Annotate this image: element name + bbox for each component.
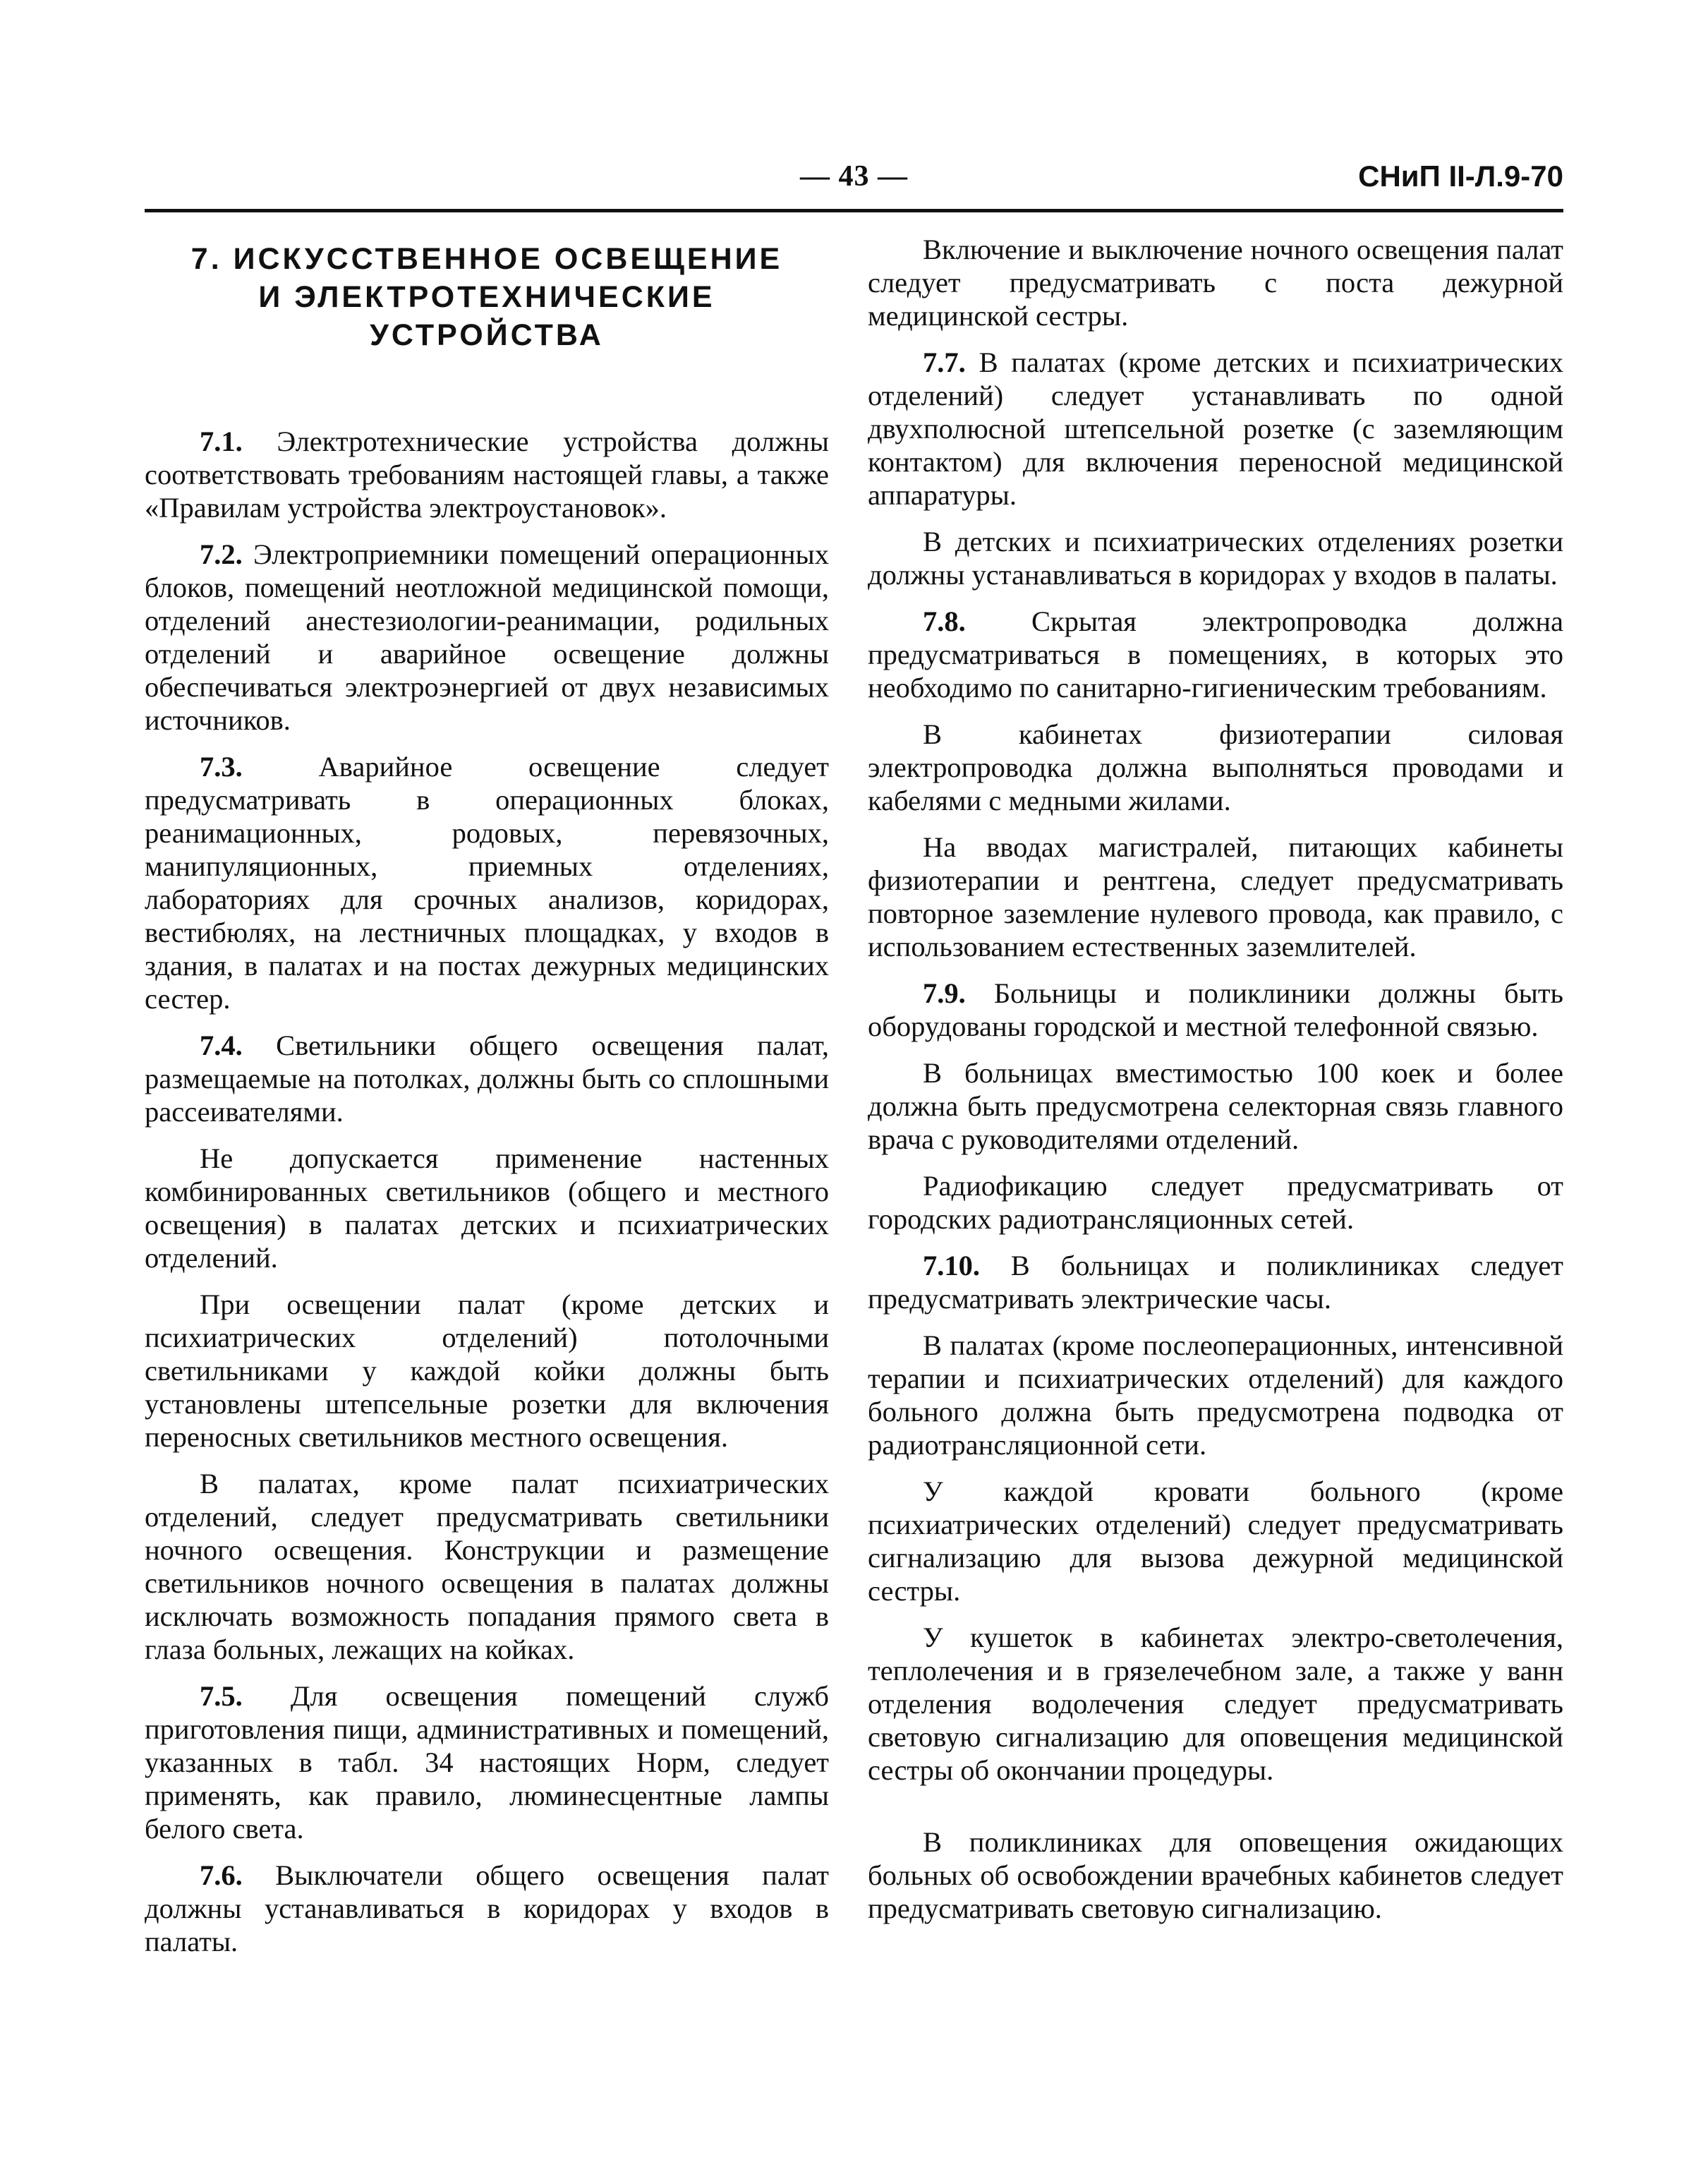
clause-text: Для освещения помещений служб приготовления пищи, административных и помещений, указанных в табл. 34 настоящих Норм, следует применять, как правило, люминесцентные лампы белого света. (145, 1680, 829, 1845)
paragraph: В кабинетах физиотерапии силовая электропроводка должна выполняться проводами и кабелями с медными жилами. (868, 718, 1563, 816)
section-title-line: УСТРОЙСТВА (370, 318, 604, 352)
clause-7-10 (868, 1249, 1563, 1315)
paragraph: На вводах магистралей, питающих кабинеты физиотерапии и рентгена, следует предусматривать повторное заземление нулевого провода, как правило, с использованием естественных заземлителей. (868, 831, 1563, 962)
section-title-line: 7. ИСКУССТВЕННОЕ ОСВЕЩЕНИЕ (190, 242, 783, 276)
paragraph: В детских и психиатрических отделениях розетки должны устанавливаться в коридорах у входов в палаты. (868, 526, 1563, 591)
clause-number: 7.9. (923, 977, 966, 1009)
clause-7-1 (145, 425, 829, 524)
clause-number: 7.4. (200, 1030, 243, 1061)
clause-text: Светильники общего освещения палат, размещаемые на потолках, должны быть со сплошными рассеивателями. (145, 1030, 830, 1128)
clause-text: Больницы и поликлиники должны быть оборудованы городской и местной телефонной связью. (868, 977, 1563, 1042)
section-title-line: И ЭЛЕКТРОТЕХНИЧЕСКИЕ (258, 280, 715, 314)
clause-text: В палатах (кроме детских и психиатрических отделений) следует устанавливать по одной двухполюсной штепсельной розетке (с заземляющим контактом) для включения переносной медицинской аппаратуры. (868, 346, 1563, 511)
clause-number: 7.5. (200, 1680, 243, 1712)
clause-number: 7.2. (200, 538, 243, 570)
clause-number: 7.6. (200, 1859, 243, 1891)
right-column (868, 233, 1563, 1938)
clause-text: Электротехнические устройства должны соответствовать требованиям настоящей главы, а также «Правилам устройства электроустановок». (145, 425, 829, 524)
document-code: СНиП II-Л.9-70 (1358, 159, 1563, 193)
clause-number: 7.7. (923, 346, 966, 378)
paragraph: У каждой кровати больного (кроме психиатрических отделений) следует предусматривать сигнализацию для вызова дежурной медицинской сестры. (868, 1475, 1563, 1607)
paragraph: В палатах, кроме палат психиатрических отделений, следует предусматривать светильники ночного освещения. Конструкции и размещение светильников ночного освещения в палатах должны исключать возможность попадания прямого света в глаза больных, лежащих на койках. (145, 1468, 829, 1665)
page-number: — 43 — (800, 160, 908, 193)
left-column (145, 233, 829, 1972)
clause-7-2 (145, 538, 829, 737)
section-title (145, 240, 829, 354)
paragraph: В поликлиниках для оповещения ожидающих больных об освобождении врачебных кабинетов следует предусматривать световую сигнализацию. (868, 1826, 1563, 1924)
header-rule (145, 209, 1563, 212)
clause-7-9 (868, 977, 1563, 1043)
clause-7-4 (145, 1029, 829, 1128)
clause-text: Скрытая электропроводка должна предусматриваться в помещениях, в которых это необходимо по санитарно-гигиеническим требованиям. (868, 605, 1563, 704)
paragraph: Не допускается применение настенных комбинированных светильников (общего и местного освещения) в палатах детских и психиатрических отделений. (145, 1142, 829, 1274)
paragraph: В палатах (кроме послеоперационных, интенсивной терапии и психиатрических отделений) для каждого больного должна быть предусмотрена подводка от радиотрансляционной сети. (868, 1329, 1563, 1461)
clause-text: Выключатели общего освещения палат должны устанавливаться в коридорах у входов в палаты. (145, 1859, 829, 1957)
clause-7-7 (868, 346, 1563, 512)
clause-text: Электроприемники помещений операционных блоков, помещений неотложной медицинской помощи, отделений анестезиологии-реанимации, родильных отделений и аварийное освещение должны обеспечиваться электроэнергией от двух независимых источников. (145, 538, 829, 736)
clause-7-8 (868, 605, 1563, 704)
clause-7-5 (145, 1679, 829, 1845)
clause-7-6 (145, 1859, 829, 1958)
paragraph: Включение и выключение ночного освещения палат следует предусматривать с поста дежурной медицинской сестры. (868, 234, 1563, 332)
clause-text: Аварийное освещение следует предусматривать в операционных блоках, реанимационных, родовых, перевязочных, манипуляционных, приемных отделениях, лабораториях для срочных анализов, коридорах, вестибюлях, на лестничных площадках, у входов в здания, в палатах и на постах дежурных медицинских сестер. (145, 751, 829, 1015)
paragraph: В больницах вместимостью 100 коек и более должна быть предусмотрена селекторная связь главного врача с руководителями отделений. (868, 1057, 1563, 1155)
paragraph: У кушеток в кабинетах электро-светолечения, теплолечения и в грязелечебном зале, а также у ванн отделения водолечения следует предусматривать световую сигнализацию для оповещения медицинской сестры об окончании процедуры. (868, 1622, 1563, 1786)
clause-text: В больницах и поликлиниках следует предусматривать электрические часы. (868, 1250, 1563, 1315)
clause-number: 7.3. (200, 751, 243, 783)
clause-number: 7.10. (923, 1250, 980, 1281)
clause-7-3 (145, 750, 829, 1015)
clause-number: 7.1. (200, 425, 243, 457)
clause-number: 7.8. (923, 605, 966, 637)
paragraph: Радиофикацию следует предусматривать от городских радиотрансляционных сетей. (868, 1170, 1563, 1235)
paragraph: При освещении палат (кроме детских и психиатрических отделений) потолочными светильниками у каждой койки должны быть установлены штепсельные розетки для включения переносных светильников местного освещения. (145, 1288, 829, 1453)
